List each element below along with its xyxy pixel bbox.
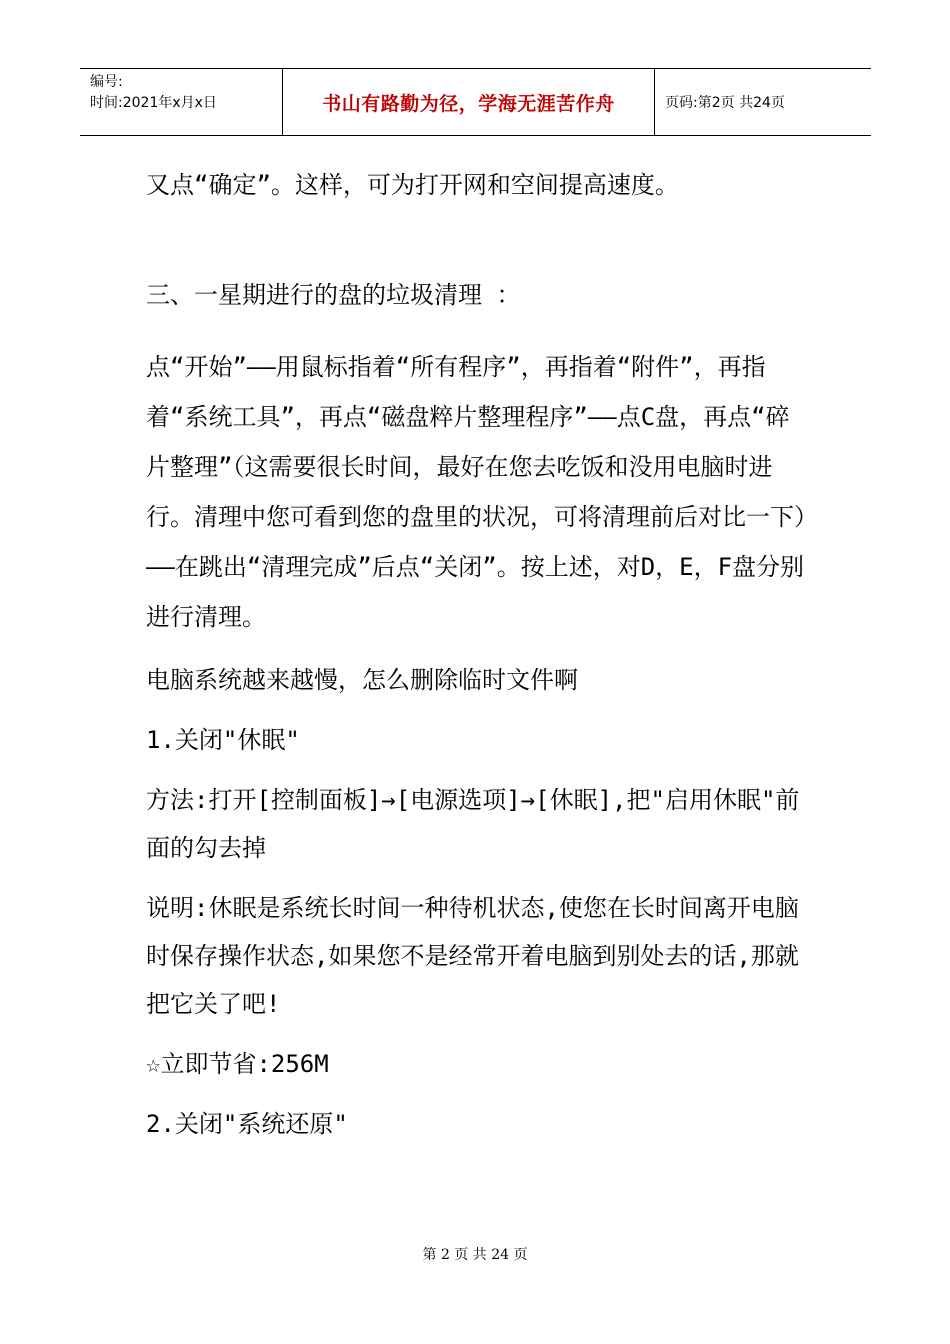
section-heading: 三、一星期进行的盘的垃圾清理 ：: [146, 281, 521, 309]
paragraph: 点“开始”——用鼠标指着“所有程序”，再指着“附件”，再指着“系统工具”，再点“磁盘粹片整理程序”——点C盘，再点“碎片整理”（这需要很长时间，最好在您去吃饭和没用电脑时进行。清理中您可看到您的盘里的状况，可将清理前后对比一下）——在跳出“清理完成”后点“关闭”。按上述，对D，E，F盘分别进行清理。: [146, 353, 806, 631]
paragraph: 电脑系统越来越慢，怎么删除临时文件啊: [146, 666, 578, 694]
paragraph: 说明:休眠是系统长时间一种待机状态,使您在长时间离开电脑时保存操作状态,如果您不是经常开着电脑到别处去的话,那就把它关了吧!: [146, 894, 799, 1018]
paragraph: 1.关闭"休眠": [146, 726, 300, 754]
paragraph: 2.关闭"系统还原": [146, 1110, 348, 1138]
document-number: 编号:: [90, 74, 123, 90]
blank-line: [146, 216, 811, 266]
header-meta: [80, 69, 283, 135]
paragraph: 又点“确定”。这样，可为打开网和空间提高速度。: [146, 171, 679, 199]
header-motto: 书山有路勤为径，学海无涯苦作舟: [283, 69, 655, 135]
document-body: [146, 160, 811, 1148]
paragraph: 方法:打开[控制面板]→[电源选项]→[休眠],把"启用休眠"前面的勾去掉: [146, 786, 800, 862]
header-page-info: 页码:第2页 共24页: [665, 95, 785, 111]
paragraph: ☆立即节省:256M: [146, 1050, 329, 1078]
page-footer: 第 2 页 共 24 页: [422, 1247, 528, 1263]
page-header: [80, 68, 871, 136]
document-time: 时间:2021年x月x日: [90, 95, 217, 111]
